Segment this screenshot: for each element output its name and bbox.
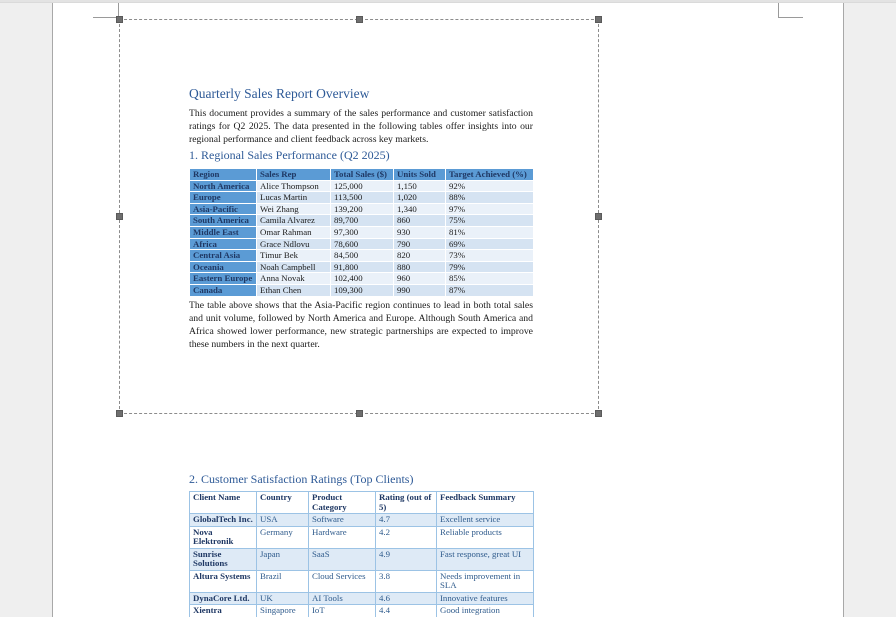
section-2-heading[interactable]: 2. Customer Satisfaction Ratings (Top Clients) bbox=[189, 472, 414, 486]
table-cell[interactable]: 1,020 bbox=[394, 192, 446, 204]
table-cell[interactable]: 97,300 bbox=[331, 226, 394, 238]
table-cell[interactable]: 960 bbox=[394, 273, 446, 285]
table-cell[interactable]: Germany bbox=[257, 526, 309, 548]
table-header-cell[interactable]: Client Name bbox=[190, 492, 257, 514]
table-cell[interactable]: 102,400 bbox=[331, 273, 394, 285]
table-cell[interactable]: Innovative features bbox=[437, 592, 534, 605]
table-cell[interactable]: Needs improvement in SLA bbox=[437, 570, 534, 592]
table-cell[interactable]: Alice Thompson bbox=[257, 180, 331, 192]
table-cell[interactable]: 790 bbox=[394, 238, 446, 250]
table-cell[interactable]: Lucas Martin bbox=[257, 192, 331, 204]
table-cell[interactable]: Anna Novak bbox=[257, 273, 331, 285]
table-cell[interactable]: 990 bbox=[394, 284, 446, 296]
table-cell[interactable]: Altura Systems bbox=[190, 570, 257, 592]
table-cell[interactable]: 820 bbox=[394, 250, 446, 262]
table-cell[interactable]: SaaS bbox=[309, 548, 376, 570]
table-cell[interactable]: Middle East bbox=[190, 226, 257, 238]
table-cell[interactable]: 88% bbox=[446, 192, 534, 204]
table-cell[interactable]: Excellent service bbox=[437, 514, 534, 527]
table-cell[interactable]: 4.7 bbox=[376, 514, 437, 527]
table-header-cell[interactable]: Feedback Summary bbox=[437, 492, 534, 514]
table-cell[interactable]: 89,700 bbox=[331, 215, 394, 227]
table-cell[interactable]: 860 bbox=[394, 215, 446, 227]
table-header-cell[interactable]: Target Achieved (%) bbox=[446, 169, 534, 181]
toolbar-bottom-edge bbox=[0, 0, 896, 3]
table-cell[interactable]: Cloud Services bbox=[309, 570, 376, 592]
table-cell[interactable]: Sunrise Solutions bbox=[190, 548, 257, 570]
table-row bbox=[190, 605, 534, 617]
table-cell[interactable]: 4.9 bbox=[376, 548, 437, 570]
analysis-paragraph[interactable]: The table above shows that the Asia-Pacific region continues to lead in both total sales and unit volume, followed by North America and Europe. Although South America and Africa showed lower performance, new strategic partnerships are expected to improve these numbers in the next quarter. bbox=[189, 300, 533, 350]
table-cell[interactable]: USA bbox=[257, 514, 309, 527]
table-cell[interactable]: Fast response, great UI bbox=[437, 548, 534, 570]
table-header-cell[interactable]: Region bbox=[190, 169, 257, 181]
table-cell[interactable]: Africa bbox=[190, 238, 257, 250]
selection-handle-bottom-left[interactable] bbox=[116, 410, 123, 417]
table-row bbox=[190, 570, 534, 592]
table-cell[interactable]: Omar Rahman bbox=[257, 226, 331, 238]
table-cell[interactable]: 85% bbox=[446, 273, 534, 285]
table-header-cell[interactable]: Sales Rep bbox=[257, 169, 331, 181]
table-cell[interactable]: Timur Bek bbox=[257, 250, 331, 262]
table-cell[interactable]: 73% bbox=[446, 250, 534, 262]
table-cell[interactable]: 75% bbox=[446, 215, 534, 227]
table-cell[interactable]: Wei Zhang bbox=[257, 203, 331, 215]
table-cell[interactable]: 4.6 bbox=[376, 592, 437, 605]
selection-handle-middle-right[interactable] bbox=[595, 213, 602, 220]
selection-handle-top-middle[interactable] bbox=[356, 16, 363, 23]
table-cell[interactable]: 109,300 bbox=[331, 284, 394, 296]
selection-handle-top-right[interactable] bbox=[595, 16, 602, 23]
table-cell[interactable]: 81% bbox=[446, 226, 534, 238]
document-title[interactable]: Quarterly Sales Report Overview bbox=[189, 86, 370, 101]
table-cell[interactable]: GlobalTech Inc. bbox=[190, 514, 257, 527]
table-cell[interactable]: Eastern Europe bbox=[190, 273, 257, 285]
text-boundary-mark-right bbox=[778, 17, 803, 18]
selection-handle-bottom-right[interactable] bbox=[595, 410, 602, 417]
table-cell[interactable]: 78,600 bbox=[331, 238, 394, 250]
table-cell[interactable]: Oceania bbox=[190, 261, 257, 273]
table-cell[interactable]: Canada bbox=[190, 284, 257, 296]
table-cell[interactable]: Xientra bbox=[190, 605, 257, 617]
table-cell[interactable]: Hardware bbox=[309, 526, 376, 548]
table-cell[interactable]: DynaCore Ltd. bbox=[190, 592, 257, 605]
table-cell[interactable]: Japan bbox=[257, 548, 309, 570]
table-cell[interactable]: 92% bbox=[446, 180, 534, 192]
selection-handle-middle-left[interactable] bbox=[116, 213, 123, 220]
table-cell[interactable]: Asia-Pacific bbox=[190, 203, 257, 215]
table-cell[interactable]: 91,800 bbox=[331, 261, 394, 273]
selection-handle-top-left[interactable] bbox=[116, 16, 123, 23]
table-cell[interactable]: Camila Alvarez bbox=[257, 215, 331, 227]
table-cell[interactable]: Good integration bbox=[437, 605, 534, 617]
table-header-cell[interactable]: Total Sales ($) bbox=[331, 169, 394, 181]
table-cell[interactable]: Grace Ndlovu bbox=[257, 238, 331, 250]
table-row bbox=[190, 526, 534, 548]
table-cell[interactable]: 69% bbox=[446, 238, 534, 250]
table-cell[interactable]: Singapore bbox=[257, 605, 309, 617]
table-cell[interactable]: 4.2 bbox=[376, 526, 437, 548]
table-cell[interactable]: 113,500 bbox=[331, 192, 394, 204]
table-cell[interactable]: Europe bbox=[190, 192, 257, 204]
table-cell[interactable]: 1,340 bbox=[394, 203, 446, 215]
table-cell[interactable]: 930 bbox=[394, 226, 446, 238]
table-row bbox=[190, 548, 534, 570]
table-cell[interactable]: 3.8 bbox=[376, 570, 437, 592]
intro-paragraph[interactable]: This document provides a summary of the sales performance and customer satisfaction ratings for Q2 2025. The data presented in the following tables offer insights into our regional performance and client feedback across key markets. bbox=[189, 108, 533, 145]
table-cell[interactable]: 1,150 bbox=[394, 180, 446, 192]
table-cell[interactable]: 880 bbox=[394, 261, 446, 273]
table-cell[interactable]: IoT bbox=[309, 605, 376, 617]
customer-satisfaction-table[interactable] bbox=[189, 491, 534, 617]
table-cell[interactable]: Nova Elektronik bbox=[190, 526, 257, 548]
table-row bbox=[190, 514, 534, 527]
table-header-cell[interactable]: Rating (out of 5) bbox=[376, 492, 437, 514]
table-row bbox=[190, 592, 534, 605]
table-cell[interactable]: Brazil bbox=[257, 570, 309, 592]
table-header-row bbox=[190, 492, 534, 514]
table-cell[interactable]: 87% bbox=[446, 284, 534, 296]
table-cell[interactable]: UK bbox=[257, 592, 309, 605]
table-cell[interactable]: AI Tools bbox=[309, 592, 376, 605]
table-cell[interactable]: Noah Campbell bbox=[257, 261, 331, 273]
table-cell[interactable]: Ethan Chen bbox=[257, 284, 331, 296]
selected-frame-border[interactable] bbox=[119, 19, 599, 414]
table-cell[interactable]: Central Asia bbox=[190, 250, 257, 262]
table-cell[interactable]: 97% bbox=[446, 203, 534, 215]
table-cell[interactable]: North America bbox=[190, 180, 257, 192]
table-cell[interactable]: Reliable products bbox=[437, 526, 534, 548]
table-cell[interactable]: 139,200 bbox=[331, 203, 394, 215]
table-header-cell[interactable]: Product Category bbox=[309, 492, 376, 514]
table-header-cell[interactable]: Country bbox=[257, 492, 309, 514]
table-cell[interactable]: 125,000 bbox=[331, 180, 394, 192]
table-cell[interactable]: 79% bbox=[446, 261, 534, 273]
table-header-cell[interactable]: Units Sold bbox=[394, 169, 446, 181]
table-cell[interactable]: South America bbox=[190, 215, 257, 227]
table-cell[interactable]: Software bbox=[309, 514, 376, 527]
selection-handle-bottom-middle[interactable] bbox=[356, 410, 363, 417]
table-cell[interactable]: 4.4 bbox=[376, 605, 437, 617]
table-cell[interactable]: 84,500 bbox=[331, 250, 394, 262]
section-1-heading[interactable]: 1. Regional Sales Performance (Q2 2025) bbox=[189, 148, 390, 162]
